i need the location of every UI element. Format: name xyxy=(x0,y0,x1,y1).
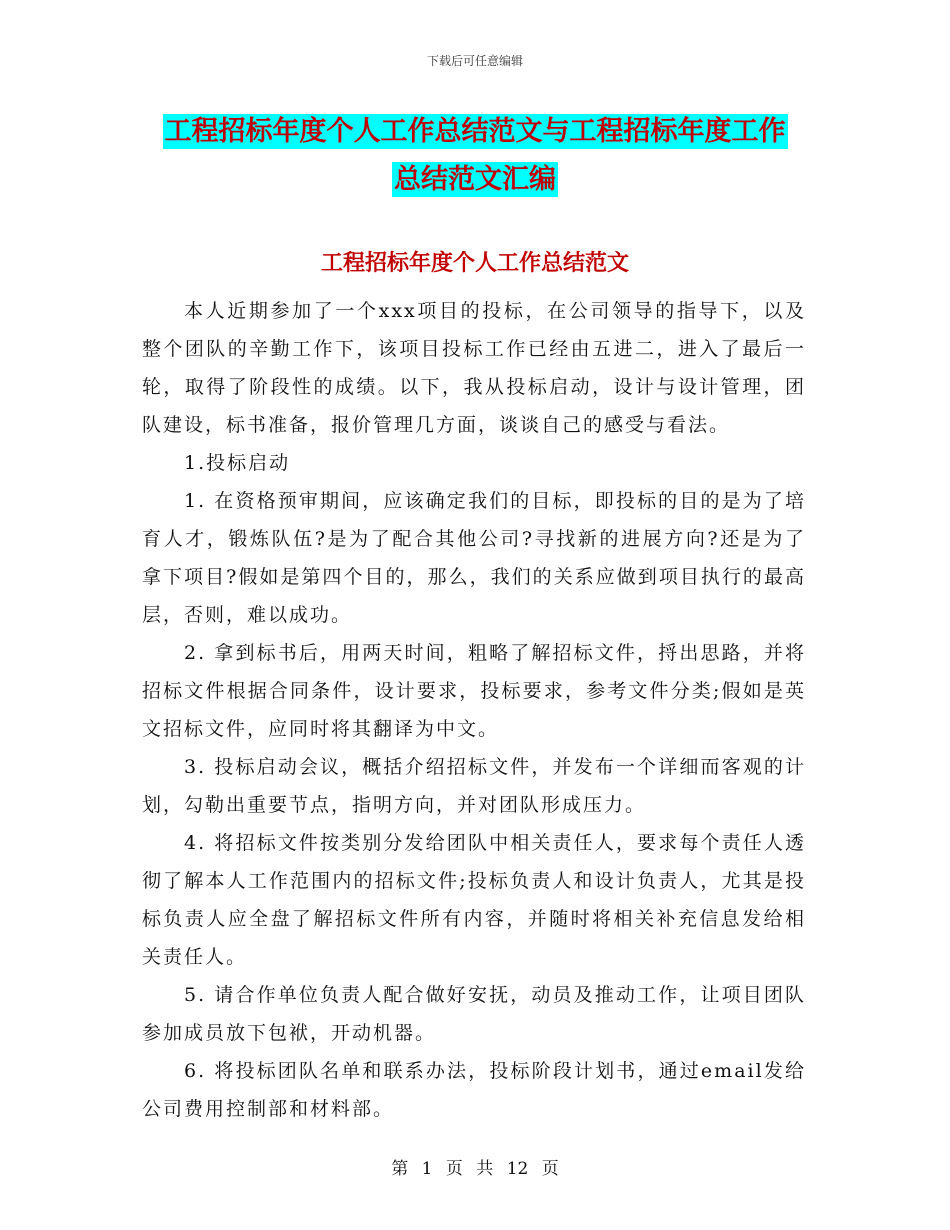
paragraph-item-2: 2. 拿到标书后，用两天时间，粗略了解招标文件，捋出思路，并将招标文件根据合同条件，设计要求，投标要求，参考文件分类;假如是英文招标文件，应同时将其翻译为中文。 xyxy=(142,642,806,740)
header-note: 下载后可任意编辑 xyxy=(426,54,523,68)
paragraph-item-4: 4. 将招标文件按类别分发给团队中相关责任人，要求每个责任人透彻了解本人工作范围内的招标文件;投标负责人和设计负责人，尤其是投标负责人应全盘了解招标文件所有内容，并随时将相关补充信息发给相关责任人。 xyxy=(142,832,806,968)
section-title: 工程招标年度个人工作总结范文 xyxy=(320,251,629,276)
paragraph-heading: 1.投标启动 xyxy=(184,452,291,474)
paragraph-item-3: 3. 投标启动会议，概括介绍招标文件，并发布一个详细而客观的计划，勾勒出重要节点，指明方向，并对团队形成压力。 xyxy=(142,756,806,816)
document-body xyxy=(142,292,806,1128)
title-line-1: 工程招标年度个人工作总结范文与工程招标年度工作 xyxy=(164,116,786,147)
document-title xyxy=(140,108,810,204)
paragraph-intro: 本人近期参加了一个xxx项目的投标，在公司领导的指导下，以及整个团队的辛勤工作下，该项目投标工作已经由五进二，进入了最后一轮，取得了阶段性的成绩。以下，我从投标启动，设计与设计管理，团队建设，标书准备，报价管理几方面，谈谈自己的感受与看法。 xyxy=(142,300,806,436)
title-line-2: 总结范文汇编 xyxy=(394,164,556,195)
paragraph-item-6: 6. 将投标团队名单和联系办法，投标阶段计划书，通过email发给公司费用控制部和材料部。 xyxy=(142,1060,806,1120)
page-footer: 第 1 页 共 12 页 xyxy=(391,1159,559,1179)
paragraph-item-5: 5. 请合作单位负责人配合做好安抚，动员及推动工作，让项目团队参加成员放下包袱，开动机器。 xyxy=(142,984,806,1044)
paragraph-item-1: 1. 在资格预审期间，应该确定我们的目标，即投标的目的是为了培育人才，锻炼队伍?是为了配合其他公司?寻找新的进展方向?还是为了拿下项目?假如是第四个目的，那么，我们的关系应做到项目执行的最高层，否则，难以成功。 xyxy=(142,490,806,626)
